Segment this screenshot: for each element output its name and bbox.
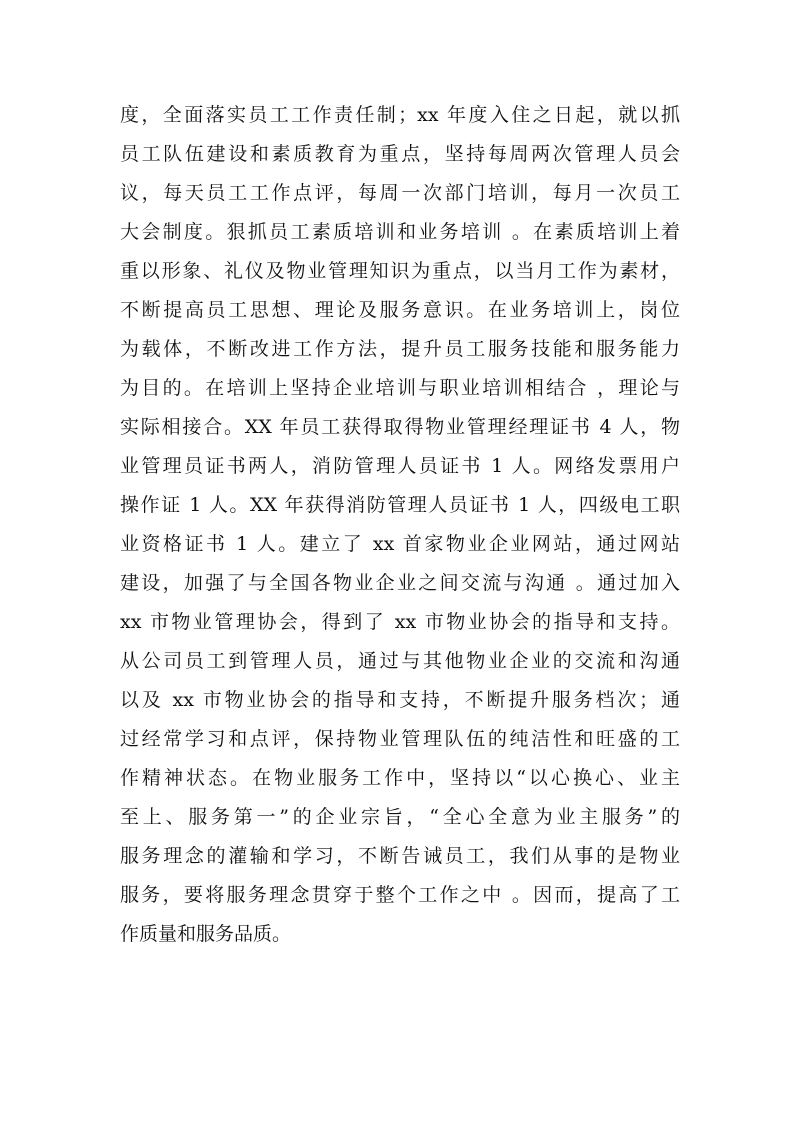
text-line: 建设，加强了与全国各物业企业之间交流与沟通 。通过加入	[120, 572, 680, 594]
text-line: 不断提高员工思想、理论及服务意识。在业务培训上，岗位	[120, 299, 680, 321]
text-line: 为载体，不断改进工作方法，提升员工服务技能和服务能力	[120, 338, 680, 360]
text-line: 实际相接合。XX 年员工获得取得物业管理经理证书 4 人，物	[120, 416, 680, 438]
body-paragraph	[120, 96, 680, 954]
text-line: 重以形象、礼仪及物业管理知识为重点，以当月工作为素材，	[120, 260, 680, 282]
text-line: 服务理念的灌输和学习，不断告诫员工，我们从事的是物业	[120, 845, 680, 867]
text-line: 作精神状态。在物业服务工作中，坚持以“以心换心、业主	[120, 767, 680, 789]
text-line: 度，全面落实员工工作责任制；xx 年度入住之日起，就以抓	[120, 104, 680, 126]
text-line: 从公司员工到管理人员，通过与其他物业企业的交流和沟通	[120, 650, 680, 672]
text-line: xx 市物业管理协会，得到了 xx 市物业协会的指导和支持。	[120, 611, 680, 633]
text-line: 过经常学习和点评，保持物业管理队伍的纯洁性和旺盛的工	[120, 728, 680, 750]
text-line: 业管理员证书两人，消防管理人员证书 1 人。网络发票用户	[120, 455, 680, 477]
text-line: 操作证 1 人。XX 年获得消防管理人员证书 1 人，四级电工职	[120, 494, 680, 516]
text-line: 员工队伍建设和素质教育为重点，坚持每周两次管理人员会	[120, 143, 680, 165]
text-line: 大会制度。狠抓员工素质培训和业务培训 。在素质培训上着	[120, 221, 680, 243]
text-line: 作质量和服务品质。	[120, 923, 292, 945]
text-line: 至上、服务第一”的企业宗旨，“全心全意为业主服务”的	[120, 806, 680, 828]
text-line: 为目的。在培训上坚持企业培训与职业培训相结合 ，理论与	[120, 377, 680, 399]
text-line: 服务，要将服务理念贯穿于整个工作之中 。因而，提高了工	[120, 884, 680, 906]
text-line: 议，每天员工工作点评，每周一次部门培训，每月一次员工	[120, 182, 680, 204]
text-line: 业资格证书 1 人。建立了 xx 首家物业企业网站，通过网站	[120, 533, 680, 555]
text-line: 以及 xx 市物业协会的指导和支持，不断提升服务档次；通	[120, 689, 680, 711]
